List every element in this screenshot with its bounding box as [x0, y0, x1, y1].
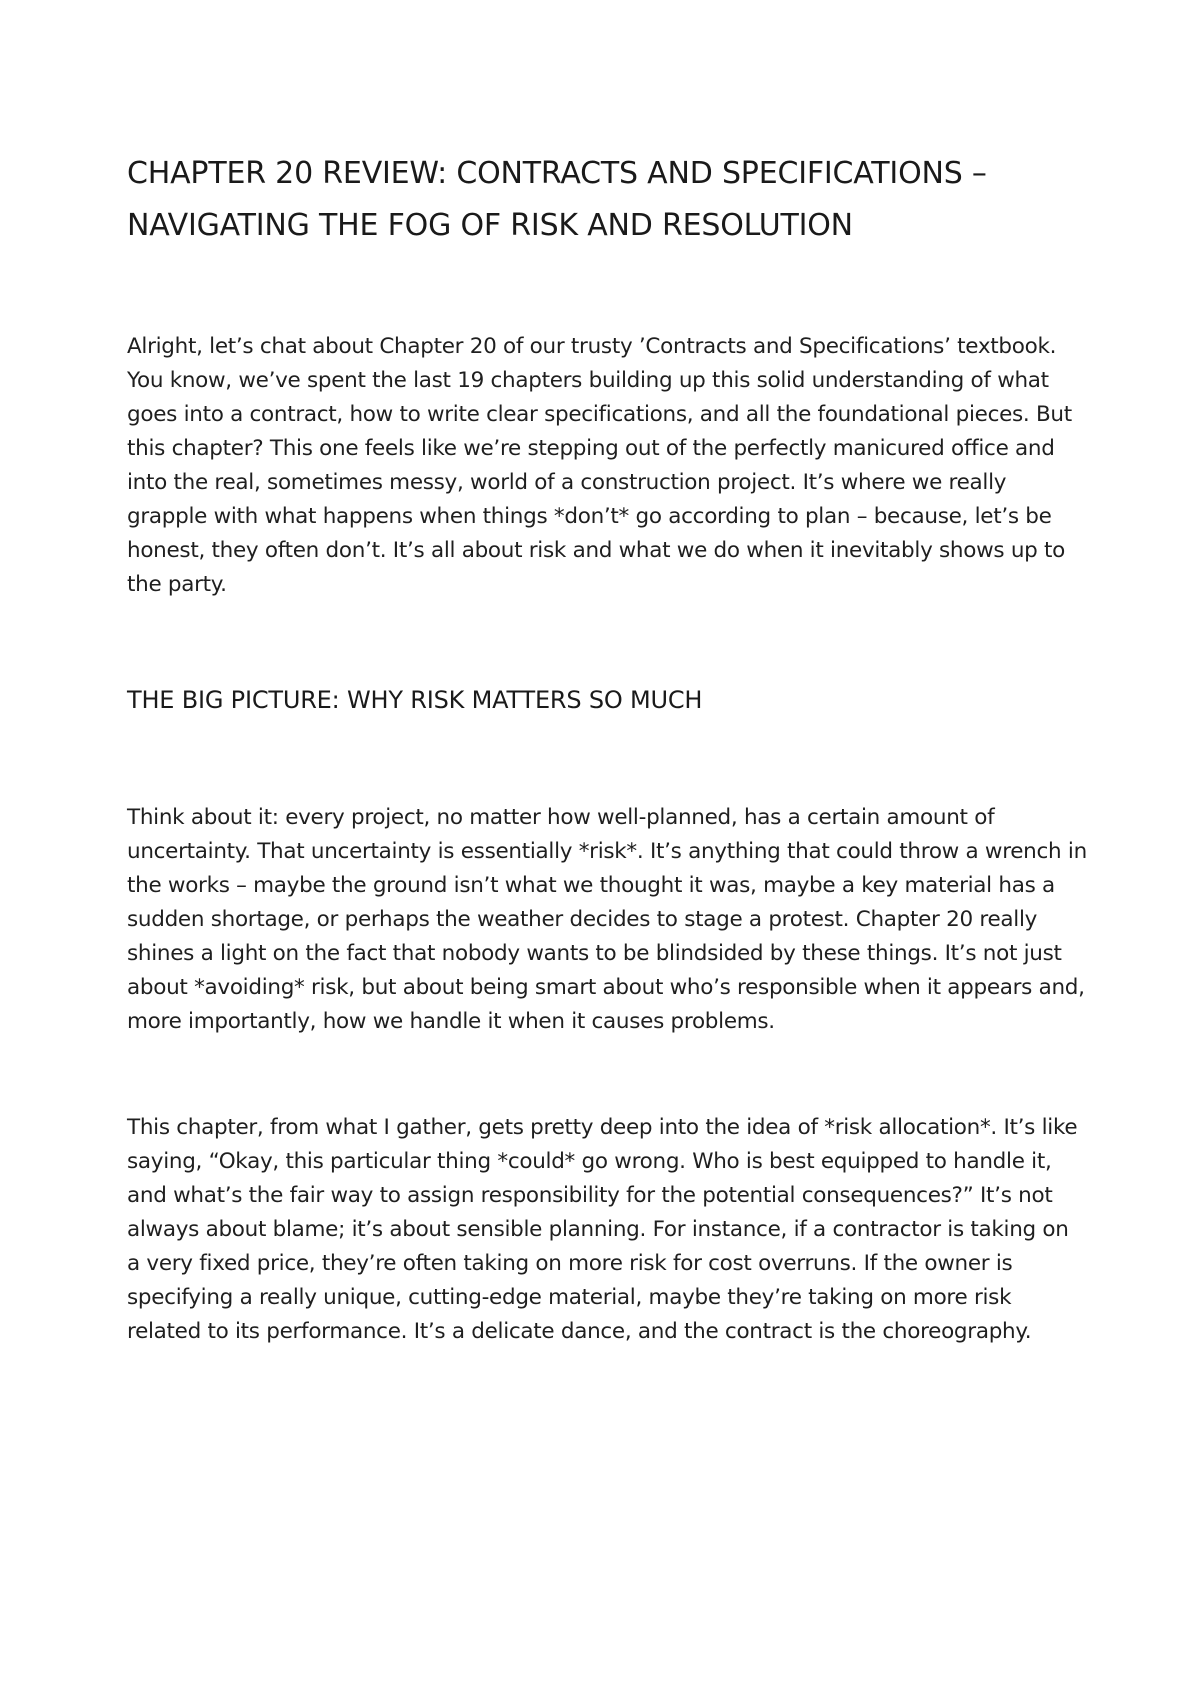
document-title: CHAPTER 20 REVIEW: CONTRACTS AND SPECIFICATIONS – NAVIGATING THE FOG OF RISK AND RESOLUTION	[127, 156, 987, 243]
section-paragraph-2: This chapter, from what I gather, gets pretty deep into the idea of *risk allocation*. It’s like saying, “Okay, this particular thing *could* go wrong. Who is best equipped to handle it, and what’s the fair way to assign responsibility for the potential consequences?” It’s not always about blame; it’s about sensible planning. For instance, if a contractor is taking on a very fixed price, they’re often taking on more risk for cost overruns. If the owner is specifying a really unique, cutting-edge material, maybe they’re taking on more risk related to its performance. It’s a delicate dance, and the contract is the choreography.	[127, 1115, 1078, 1344]
document-body	[127, 148, 1087, 1349]
section-heading: THE BIG PICTURE: WHY RISK MATTERS SO MUCH	[127, 686, 703, 714]
section-paragraph-1: Think about it: every project, no matter how well-planned, has a certain amount of uncertainty. That uncertainty is essentially *risk*. It’s anything that could throw a wrench in the works – maybe the ground isn’t what we thought it was, maybe a key material has a sudden shortage, or perhaps the weather decides to stage a protest. Chapter 20 really shines a light on the fact that nobody wants to be blindsided by these things. It’s not just about *avoiding* risk, but about being smart about who’s responsible when it appears and, more importantly, how we handle it when it causes problems.	[127, 805, 1087, 1034]
intro-paragraph: Alright, let’s chat about Chapter 20 of our trusty ’Contracts and Specifications’ textbook. You know, we’ve spent the last 19 chapters building up this solid understanding of what goes into a contract, how to write clear specifications, and all the foundational pieces. But this chapter? This one feels like we’re stepping out of the perfectly manicured office and into the real, sometimes messy, world of a construction project. It’s where we really grapple with what happens when things *don’t* go according to plan – because, let’s be honest, they often don’t. It’s all about risk and what we do when it inevitably shows up to the party.	[127, 334, 1072, 597]
